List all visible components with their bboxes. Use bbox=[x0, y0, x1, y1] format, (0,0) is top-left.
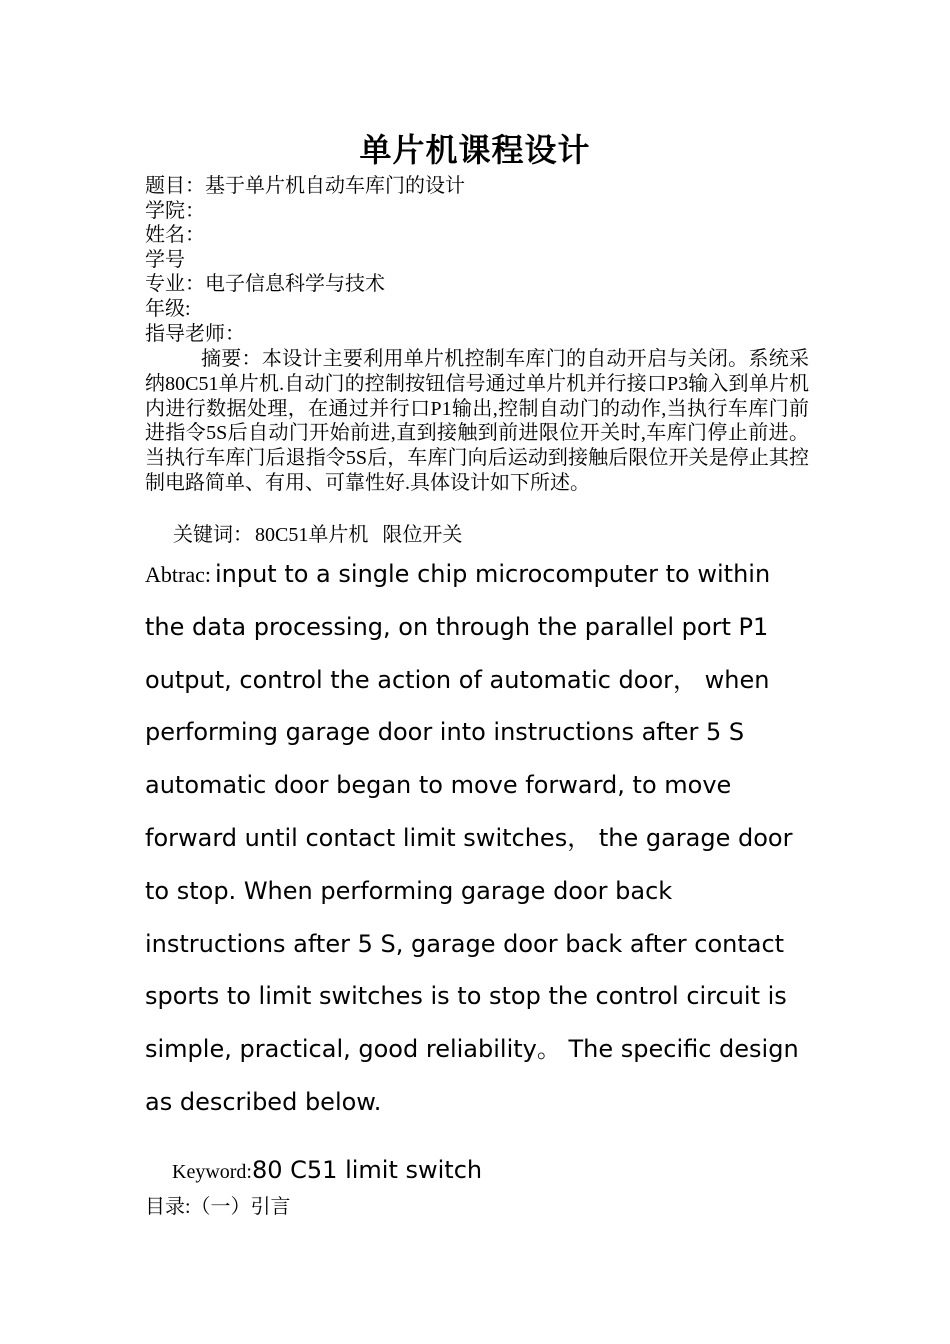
table-of-contents-line: 目录:（一）引言 bbox=[145, 1196, 291, 1218]
english-abstract-label: Abtrac: bbox=[145, 562, 211, 587]
english-abstract bbox=[145, 550, 809, 1131]
advisor-line: 指导老师： bbox=[145, 322, 245, 345]
name-line: 姓名： bbox=[145, 224, 205, 247]
document-info-block bbox=[145, 174, 825, 346]
chinese-keyword-1: 80C51单片机 bbox=[255, 524, 369, 546]
student-id-line: 学号 bbox=[145, 248, 185, 271]
topic-line: 题目：基于单片机自动车库门的设计 bbox=[145, 175, 465, 197]
english-abstract-text: input to a single chip microcomputer to within the data processing, on through the parallel port P1 output, control the action of automatic door， when performing garage door into instructions after 5 S automatic door began to move forward, to move forward until contact limit switches， the garage door to stop. When performing garage door back instructions after 5 S, garage door back after contact sports to limit switches is to stop the control circuit is simple, practical, good reliability。 The specific design as described below. bbox=[145, 560, 799, 1116]
chinese-keywords bbox=[145, 522, 825, 548]
college-line: 学院： bbox=[145, 199, 205, 222]
english-keywords bbox=[172, 1150, 482, 1194]
major-line: 专业：电子信息科学与技术 bbox=[145, 273, 385, 296]
chinese-keyword-2: 限位开关 bbox=[382, 524, 463, 546]
english-keywords-value: 80 C51 limit switch bbox=[251, 1156, 483, 1184]
grade-line: 年级: bbox=[145, 297, 191, 320]
document-title: 单片机课程设计 bbox=[359, 132, 591, 168]
chinese-abstract: 摘要：本设计主要利用单片机控制车库门的自动开启与关闭。系统采纳80C51单片机.自动门的控制按钮信号通过单片机并行接口P3输入到单片机内进行数据处理，在通过并行口P1输出,控制自动门的动作,当执行车库门前进指令5S后自动门开始前进,直到接触到前进限位开关时,车库门停止前进。当执行车库门后退指令5S后，车库门向后运动到接触后限位开关是停止其控制电路简单、有用、可靠性好.具体设计如下所述。 bbox=[145, 348, 809, 494]
chinese-keywords-label: 关键词： bbox=[173, 524, 253, 546]
english-keywords-label: Keyword: bbox=[172, 1161, 252, 1183]
